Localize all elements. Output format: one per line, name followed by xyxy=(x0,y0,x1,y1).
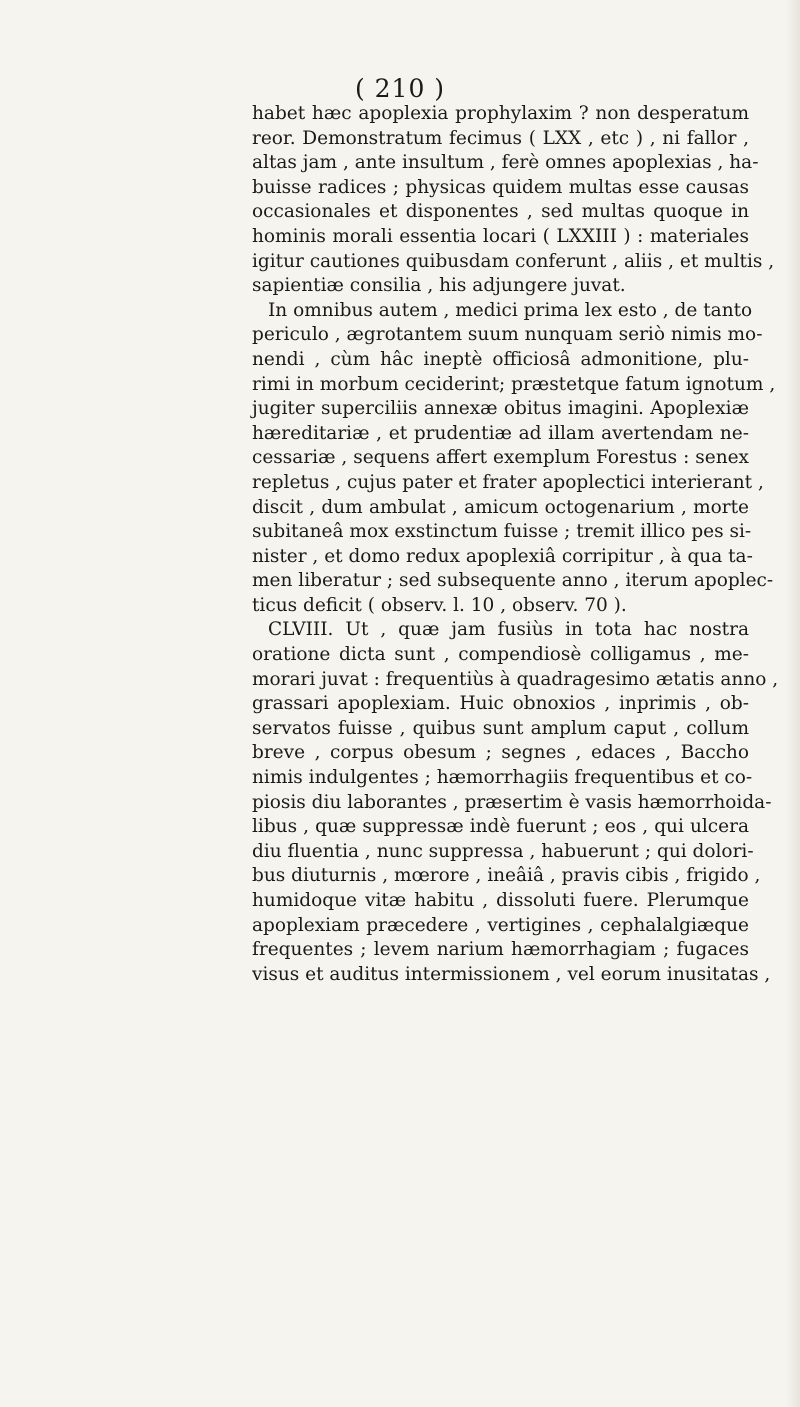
text-line: In omnibus autem , medici prima lex esto , de tanto xyxy=(268,299,753,321)
text-line: breve , corpus obesum ; segnes , edaces , Baccho xyxy=(252,742,749,764)
text-line: buisse radices ; physicas quidem multas esse causas xyxy=(252,176,749,198)
text-line: hominis morali essentia locari ( LXXIII ) : materiales xyxy=(252,225,749,247)
page-number: ( 210 ) xyxy=(354,74,446,103)
page-edge-shadow xyxy=(786,0,800,1407)
text-line: frequentes ; levem narium hæmorrhagiam ; fugaces xyxy=(252,939,749,961)
text-line: rimi in morbum ceciderint; præstetque fatum ignotum , xyxy=(252,373,776,395)
text-line: CLVIII. Ut , quæ jam fusiùs in tota hac nostra xyxy=(268,619,749,641)
text-line: subitaneâ mox exstinctum fuisse ; tremit illico pes si- xyxy=(252,521,752,543)
text-line: igitur cautiones quibusdam conferunt , aliis , et multis , xyxy=(252,250,775,272)
text-line: humidoque vitæ habitu , dissoluti fuere. Plerumque xyxy=(252,890,749,911)
text-line: nendi , cùm hâc ineptè officiosâ admonitione, plu- xyxy=(252,348,749,370)
text-line: nimis indulgentes ; hæmorrhagiis frequentibus et co- xyxy=(252,767,753,789)
text-line: ticus deficit ( observ. l. 10 , observ. 70 ). xyxy=(252,594,627,616)
text-line: grassari apoplexiam. Huic obnoxios , inprimis , ob- xyxy=(252,693,749,715)
text-line: oratione dicta sunt , compendiosè colligamus , me- xyxy=(252,644,749,666)
text-line: bus diuturnis , mœrore , ineâiâ , pravis cibis , frigido , xyxy=(252,865,761,887)
text-line: men liberatur ; sed subsequente anno , iterum apoplec- xyxy=(252,570,774,592)
text-line: cessariæ , sequens affert exemplum Forestus : senex xyxy=(252,447,749,469)
text-line: morari juvat : frequentiùs à quadragesimo ætatis anno , xyxy=(252,668,779,690)
text-line: servatos fuisse , quibus sunt amplum caput , collum xyxy=(252,717,749,739)
text-line: occasionales et disponentes , sed multas quoque in xyxy=(252,201,749,223)
text-line: apoplexiam præcedere , vertigines , cephalalgiæque xyxy=(252,914,749,936)
body-text xyxy=(252,102,779,987)
text-line: discit , dum ambulat , amicum octogenarium , morte xyxy=(252,496,749,518)
text-line: periculo , ægrotantem suum nunquam seriò nimis mo- xyxy=(252,324,763,346)
text-line: sapientiæ consilia , his adjungere juvat. xyxy=(252,275,626,297)
text-line: jugiter superciliis annexæ obitus imagini. Apoplexiæ xyxy=(252,398,749,420)
text-line: piosis diu laborantes , præsertim è vasis hæmorrhoida- xyxy=(252,791,772,813)
text-line: reor. Demonstratum fecimus ( LXX , etc ) , ni fallor , xyxy=(252,127,749,149)
text-line: libus , quæ suppressæ indè fuerunt ; eos , qui ulcera xyxy=(252,816,749,838)
text-line: visus et auditus intermissionem , vel eorum inusitatas , xyxy=(252,963,771,985)
text-line: nister , et domo redux apoplexiâ corripitur , à qua ta- xyxy=(252,545,753,567)
text-line: diu fluentia , nunc suppressa , habuerunt ; qui dolori- xyxy=(252,840,754,862)
text-line: altas jam , ante insultum , ferè omnes apoplexias , ha- xyxy=(252,152,759,174)
text-line: hæreditariæ , et prudentiæ ad illam avertendam ne- xyxy=(252,422,749,444)
text-line: repletus , cujus pater et frater apoplectici interierant , xyxy=(252,471,764,493)
text-line: habet hæc apoplexia prophylaxim ? non desperatum xyxy=(252,103,749,124)
